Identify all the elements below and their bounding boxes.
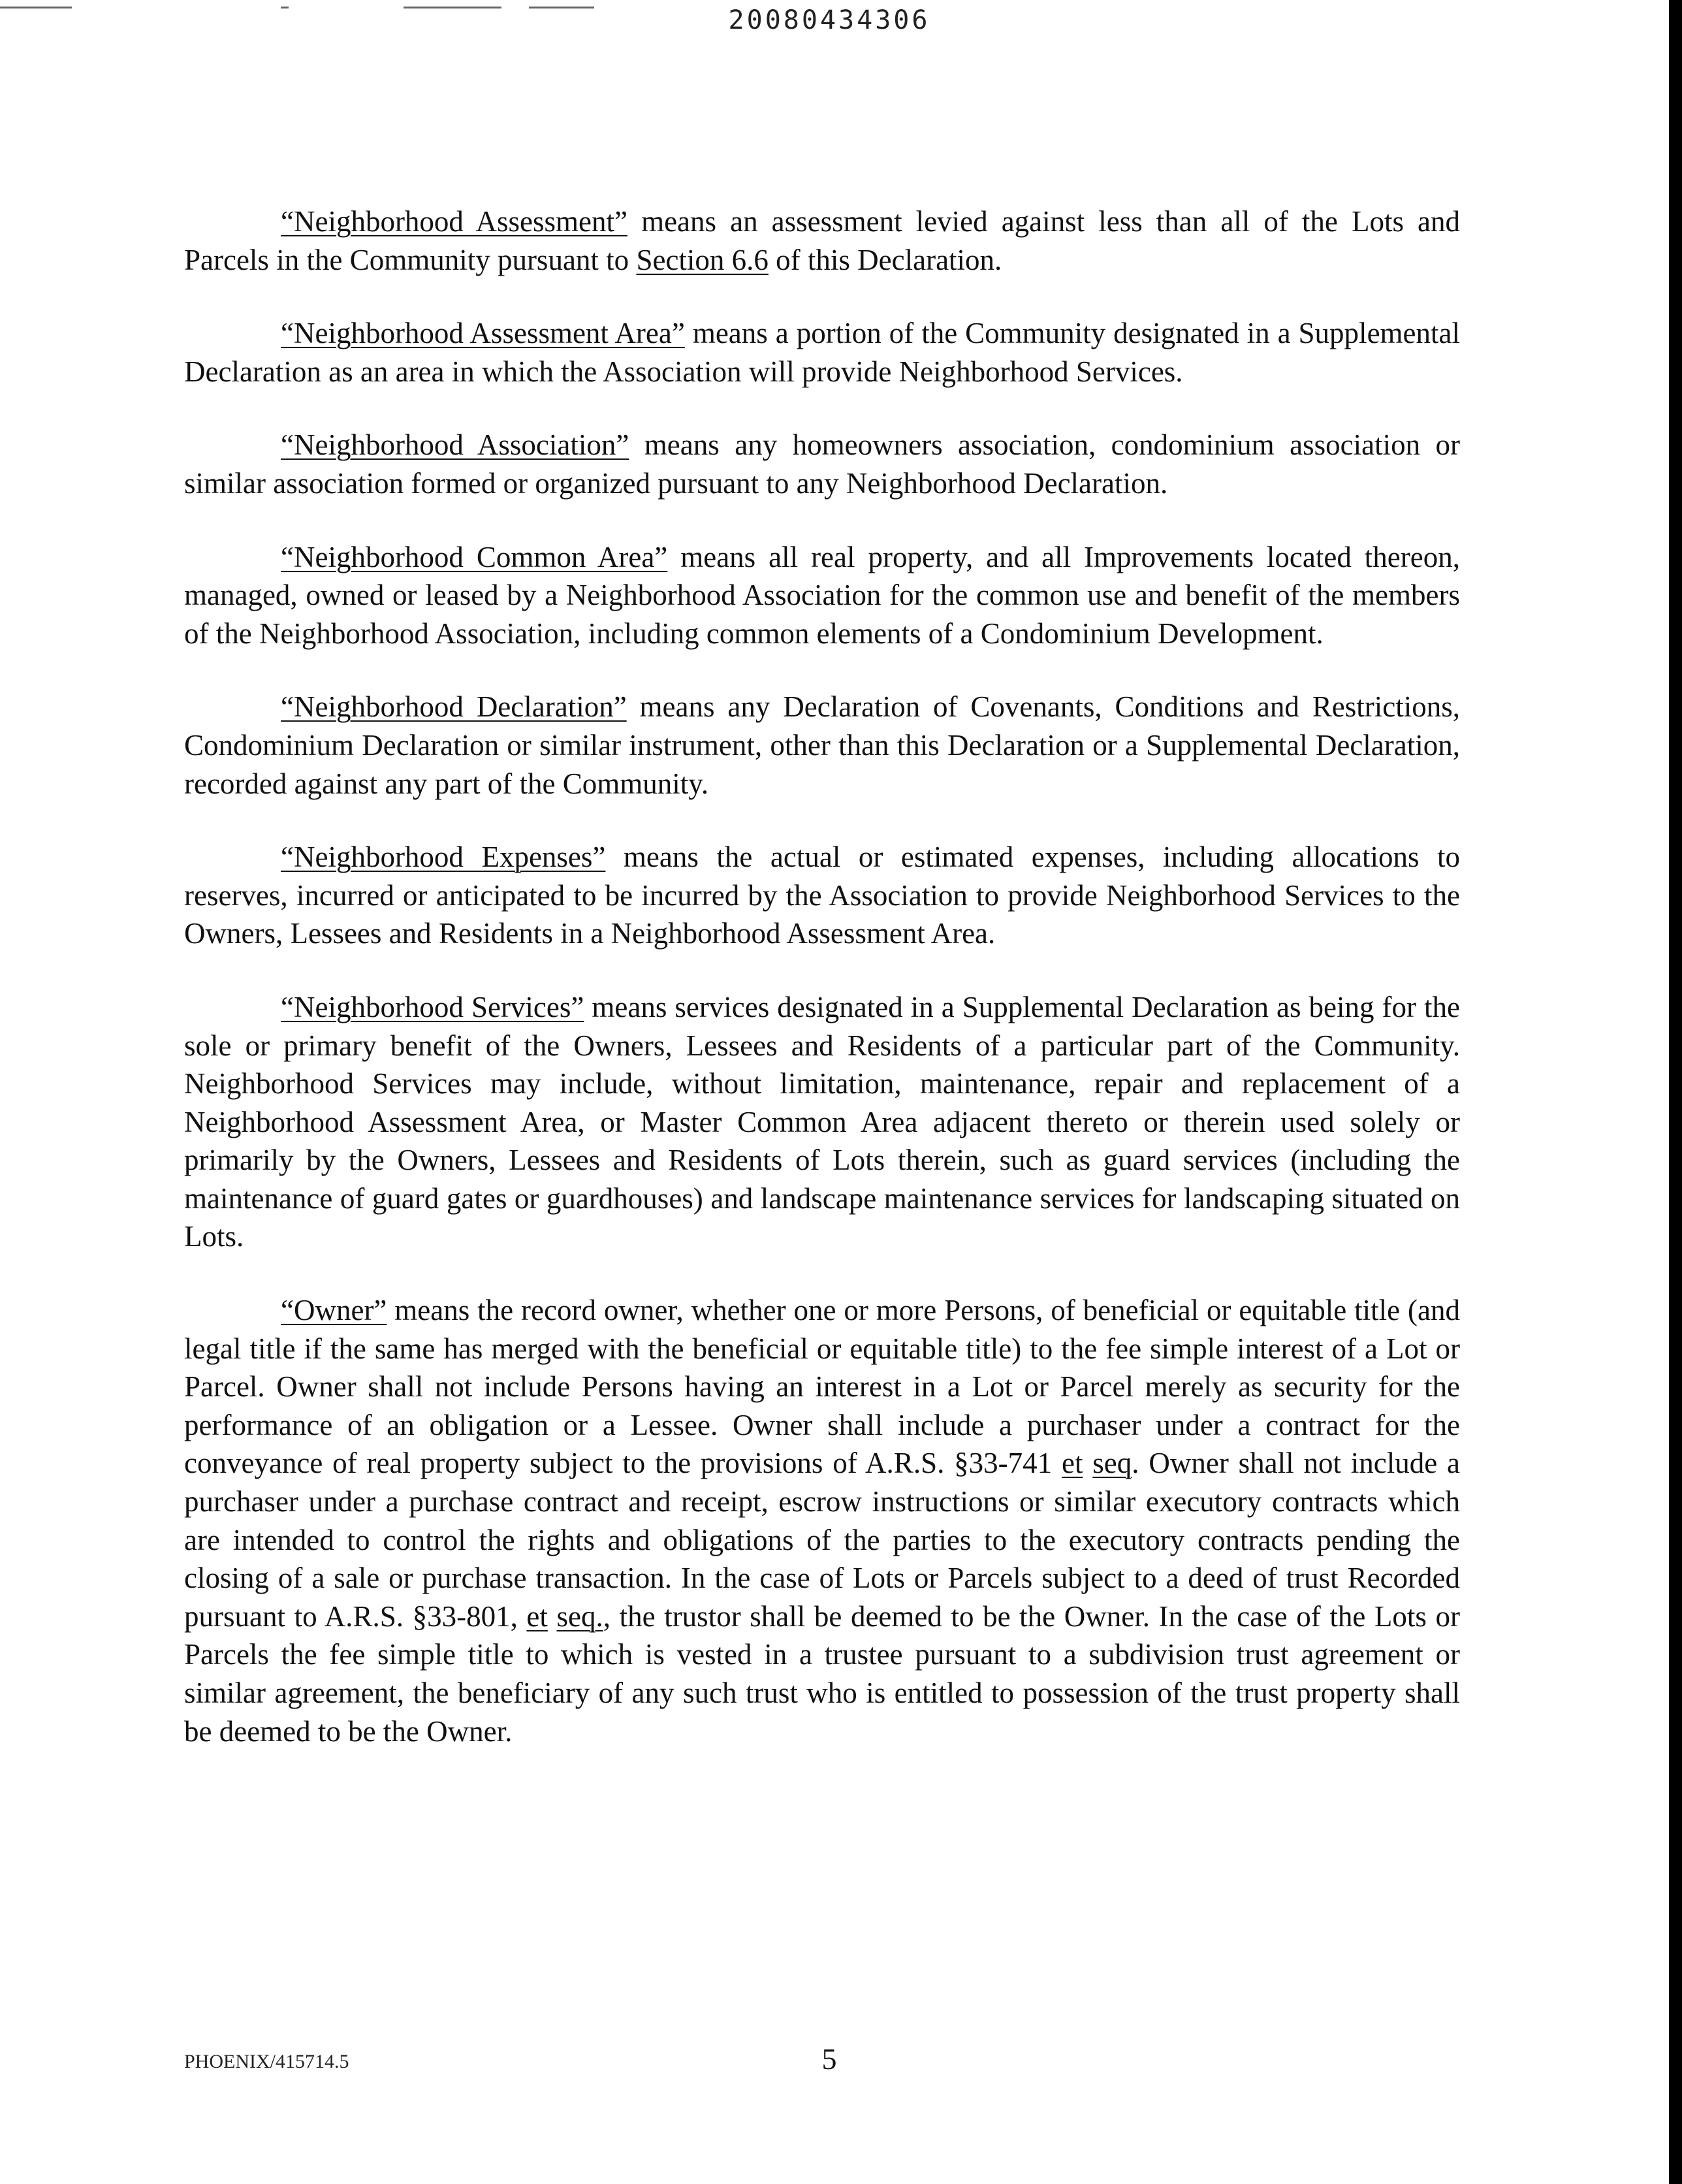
definition-text: means a portion of the Community designated in a Supplemental Declaration as an area in which the Association will provide Neighborhood Services. bbox=[184, 317, 1460, 388]
definition-text: means any homeowners association, condominium association or similar association formed or organized pursuant to any Neighborhood Declaration. bbox=[184, 428, 1461, 500]
underlined-reference: et bbox=[1061, 1447, 1083, 1480]
defined-term: “Neighborhood Common Area” bbox=[281, 540, 668, 573]
defined-term: “Neighborhood Expenses” bbox=[281, 841, 606, 874]
definition-text: . Owner shall not include a purchaser under a purchase contract and receipt, escrow instructions or similar executory contracts which are intended to control the rights and obligations of the parties to the executory contracts pending the closing of a sale or purchase transaction. In the case of Lots or Parcels subject to a deed of trust Recorded pursuant to A.R.S. §33-801, bbox=[184, 1447, 1461, 1633]
definitions-body bbox=[184, 202, 1460, 1786]
underlined-reference: et bbox=[526, 1599, 548, 1633]
definition-text: , the trustor shall be deemed to be the Owner. In the case of the Lots or Parcels the fee simple title to which is vested in a trustee pursuant to a subdivision trust agreement or similar agreement, the beneficiary of any such trust who is entitled to possession of the trust property shall be deemed to be the Owner. bbox=[184, 1599, 1460, 1748]
underlined-reference: Section 6.6 bbox=[636, 243, 769, 276]
definition-text bbox=[1083, 1447, 1092, 1479]
underlined-reference: seq bbox=[1092, 1447, 1132, 1480]
underlined-reference: seq. bbox=[556, 1599, 603, 1633]
defined-term: “Neighborhood Declaration” bbox=[281, 690, 627, 724]
definition-text: means all real property, and all Improvements located thereon, managed, owned or leased by a Neighborhood Association for the common use and benefit of the members of the Neighborhood Association, including common elements of a Condominium Development. bbox=[184, 540, 1460, 650]
definition-paragraph bbox=[184, 202, 1460, 279]
defined-term: “Owner” bbox=[281, 1294, 387, 1327]
definition-text: means the actual or estimated expenses, including allocations to reserves, incurred or anticipated to be incurred by the Association to provide Neighborhood Services to the Owners, Lessees and Residents in a Neighborhood Assessment Area. bbox=[184, 841, 1460, 950]
recording-number: 20080434306 bbox=[728, 5, 930, 35]
scan-edge-bar bbox=[1669, 0, 1682, 2184]
page-number: 5 bbox=[821, 2042, 837, 2076]
document-id: PHOENIX/415714.5 bbox=[184, 2051, 349, 2072]
definition-paragraph bbox=[184, 314, 1460, 391]
definition-paragraph bbox=[184, 1291, 1460, 1750]
definition-text: means the record owner, whether one or more Persons, of beneficial or equitable title (and legal title if the same has merged with the beneficial or equitable title) to the fee simple interest of a Lot or Parcel. Owner shall not include Persons having an interest in a Lot or Parcel merely as security for the performance of an obligation or a Lessee. Owner shall include a purchaser under a contract for the conveyance of real property subject to the provisions of A.R.S. §33-741 bbox=[184, 1294, 1460, 1480]
defined-term: “Neighborhood Services” bbox=[281, 990, 584, 1023]
definition-paragraph bbox=[184, 538, 1460, 653]
defined-term: “Neighborhood Association” bbox=[281, 428, 629, 462]
definition-paragraph bbox=[184, 688, 1460, 803]
definition-text: means services designated in a Supplemental Declaration as being for the sole or primary benefit of the Owners, Lessees and Residents of a particular part of the Community. Neighborhood Services may include, without limitation, maintenance, repair and replacement of a Neighborhood Assessment Area, or Master Common Area adjacent thereto or therein used solely or primarily by the Owners, Lessees and Residents of Lots therein, such as guard services (including the maintenance of guard gates or guardhouses) and landscape maintenance services for landscaping situated on Lots. bbox=[184, 990, 1460, 1253]
defined-term: “Neighborhood Assessment Area” bbox=[281, 317, 685, 350]
definition-text bbox=[548, 1600, 557, 1633]
definition-paragraph bbox=[184, 426, 1460, 502]
definition-text: means an assessment levied against less than all of the Lots and Parcels in the Community pursuant to bbox=[184, 205, 1461, 276]
defined-term: “Neighborhood Assessment” bbox=[281, 205, 627, 238]
definition-paragraph bbox=[184, 988, 1460, 1256]
definition-paragraph bbox=[184, 838, 1460, 953]
definition-text: means any Declaration of Covenants, Conditions and Restrictions, Condominium Declaration or similar instrument, other than this Declaration or a Supplemental Declaration, recorded against any part of the Community. bbox=[184, 690, 1460, 800]
definition-text: of this Declaration. bbox=[768, 243, 1002, 276]
